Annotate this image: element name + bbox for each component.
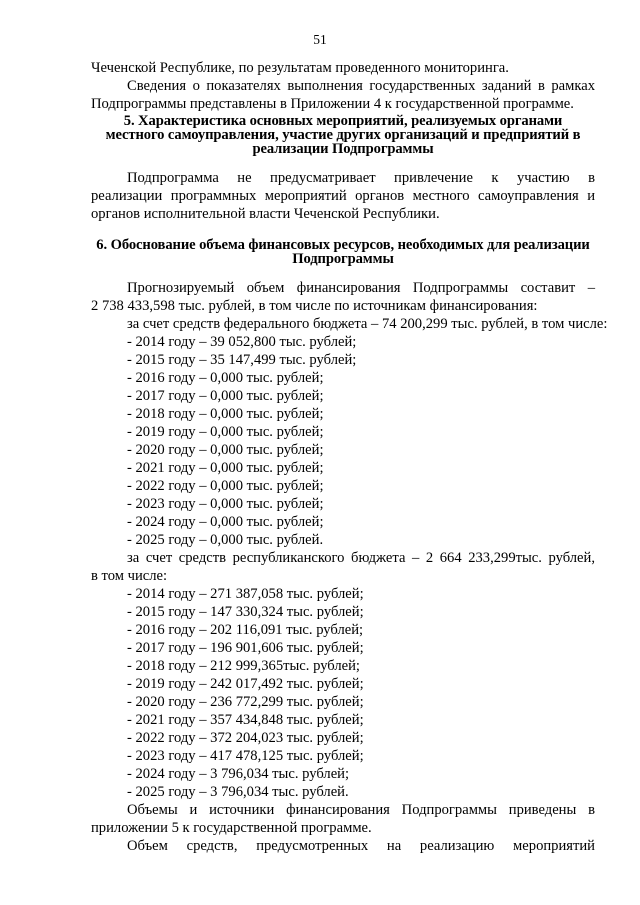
section6-total-line-2: 2 738 433,598 тыс. рублей, в том числе по источникам финансирования: [91, 298, 538, 314]
federal-item-2024: - 2024 году – 0,000 тыс. рублей; [127, 514, 324, 530]
republic-item-2025: - 2025 году – 3 796,034 тыс. рублей. [127, 784, 349, 800]
republic-intro-line-1: за счет средств республиканского бюджета – 2 664 233,299тыс. рублей, [127, 550, 595, 566]
federal-intro: за счет средств федерального бюджета – 74 200,299 тыс. рублей, в том числе: [127, 316, 608, 332]
sources-line-1: Объемы и источники финансирования Подпрограммы приведены в [127, 802, 595, 818]
section6-total-line-1: Прогнозируемый объем финансирования Подпрограммы составит – [127, 280, 595, 296]
republic-item-2024: - 2024 году – 3 796,034 тыс. рублей; [127, 766, 350, 782]
republic-item-2022: - 2022 году – 372 204,023 тыс. рублей; [127, 730, 364, 746]
section5-heading-line-1: 5. Характеристика основных мероприятий, реализуемых органами [123, 113, 563, 129]
federal-item-2017: - 2017 году – 0,000 тыс. рублей; [127, 388, 324, 404]
republic-item-2021: - 2021 году – 357 434,848 тыс. рублей; [127, 712, 364, 728]
section5-para-line-1: Подпрограмма не предусматривает привлечение к участию в [127, 170, 595, 186]
section5-heading-line-3: реализации Подпрограммы [252, 141, 434, 157]
section6-heading-line-2: Подпрограммы [292, 251, 394, 267]
republic-item-2014: - 2014 году – 271 387,058 тыс. рублей; [127, 586, 364, 602]
federal-item-2023: - 2023 году – 0,000 тыс. рублей; [127, 496, 324, 512]
intro-line-2: Сведения о показателях выполнения государственных заданий в рамках [127, 78, 595, 94]
republic-intro-line-2: в том числе: [91, 568, 168, 584]
intro-line-1: Чеченской Республике, по результатам проведенного мониторинга. [91, 60, 509, 76]
federal-item-2020: - 2020 году – 0,000 тыс. рублей; [127, 442, 324, 458]
federal-item-2022: - 2022 году – 0,000 тыс. рублей; [127, 478, 324, 494]
federal-item-2021: - 2021 году – 0,000 тыс. рублей; [127, 460, 324, 476]
republic-item-2019: - 2019 году – 242 017,492 тыс. рублей; [127, 676, 364, 692]
federal-item-2025: - 2025 году – 0,000 тыс. рублей. [127, 532, 324, 548]
intro-line-3: Подпрограммы представлены в Приложении 4 к государственной программе. [91, 96, 574, 112]
federal-item-2019: - 2019 году – 0,000 тыс. рублей; [127, 424, 324, 440]
section6-heading-line-1: 6. Обоснование объема финансовых ресурсов, необходимых для реализации [96, 237, 590, 253]
federal-item-2015: - 2015 году – 35 147,499 тыс. рублей; [127, 352, 357, 368]
republic-item-2017: - 2017 году – 196 901,606 тыс. рублей; [127, 640, 364, 656]
last-line: Объем средств, предусмотренных на реализацию мероприятий [127, 838, 595, 854]
page-number: 51 [313, 32, 327, 47]
federal-item-2016: - 2016 году – 0,000 тыс. рублей; [127, 370, 324, 386]
section5-heading-line-2: местного самоуправления, участие других организаций и предприятий в [105, 127, 581, 143]
federal-item-2018: - 2018 году – 0,000 тыс. рублей; [127, 406, 324, 422]
republic-item-2018: - 2018 году – 212 999,365тыс. рублей; [127, 658, 360, 674]
republic-item-2020: - 2020 году – 236 772,299 тыс. рублей; [127, 694, 364, 710]
section5-para-line-2: реализации программных мероприятий органов местного самоуправления и [91, 188, 595, 204]
section5-para-line-3: органов исполнительной власти Чеченской Республики. [91, 206, 440, 222]
republic-item-2016: - 2016 году – 202 116,091 тыс. рублей; [127, 622, 364, 638]
federal-item-2014: - 2014 году – 39 052,800 тыс. рублей; [127, 334, 357, 350]
republic-item-2023: - 2023 году – 417 478,125 тыс. рублей; [127, 748, 364, 764]
republic-item-2015: - 2015 году – 147 330,324 тыс. рублей; [127, 604, 364, 620]
sources-line-2: приложении 5 к государственной программе. [91, 820, 372, 836]
